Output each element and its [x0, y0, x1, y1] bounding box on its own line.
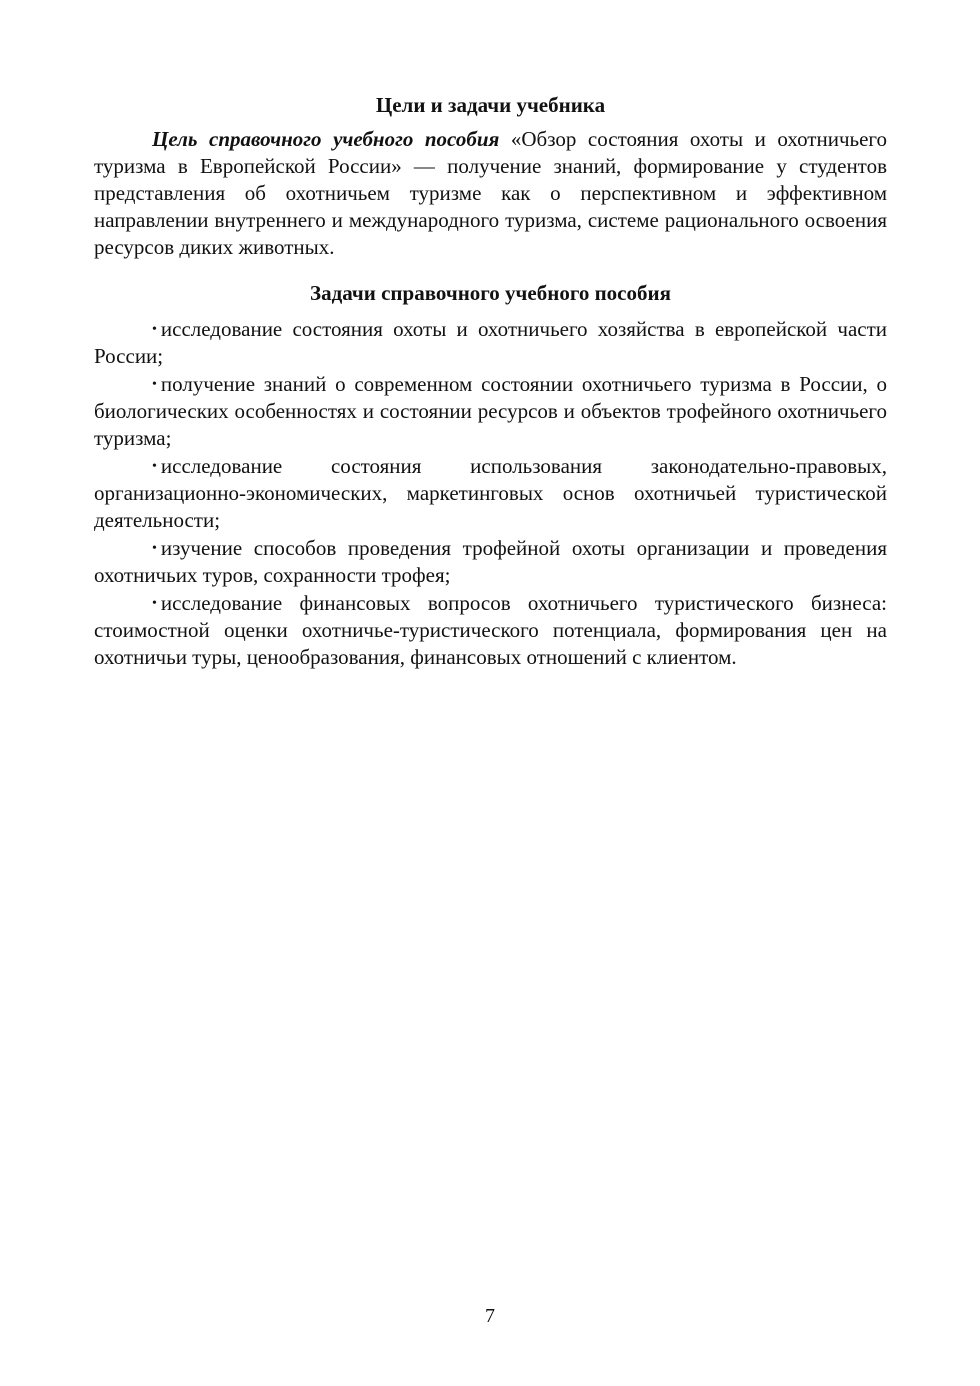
goal-lead: Цель справочного учебного пособия	[152, 127, 500, 151]
task-text: исследование финансовых вопросов охотничьего туристического бизнеса: стоимостной оценки охотничье-туристического потенциала, формирования цен на охотничьи туры, ценообразования, финансовых отношений с клиентом.	[94, 591, 887, 669]
page-number: 7	[485, 1305, 495, 1327]
task-text: изучение способов проведения трофейной охоты организации и проведения охотничьих туров, сохранности трофея;	[94, 536, 887, 587]
tasks-list	[94, 316, 887, 671]
tasks-heading: Задачи справочного учебного пособия	[310, 281, 671, 305]
list-item	[94, 590, 887, 671]
task-text: получение знаний о современном состоянии охотничьего туризма в России, о биологических особенностях и состоянии ресурсов и объектов трофейного охотничьего туризма;	[94, 372, 887, 450]
list-item	[94, 316, 887, 370]
goal-paragraph	[94, 126, 887, 261]
task-text: исследование состояния использования законодательно-правовых, организационно-экономических, маркетинговых основ охотничьей туристической деятельности;	[94, 454, 887, 532]
list-item	[94, 453, 887, 534]
task-text: исследование состояния охоты и охотничьего хозяйства в европейской части России;	[94, 317, 887, 368]
bullet-icon: •	[152, 459, 157, 474]
bullet-icon: •	[152, 596, 157, 611]
page-content	[94, 92, 887, 672]
page-title: Цели и задачи учебника	[375, 93, 606, 117]
list-item	[94, 535, 887, 589]
list-item	[94, 371, 887, 452]
bullet-icon: •	[152, 377, 157, 392]
goal-text: «Обзор состояния охоты и охотничьего туризма в Европейской России» — получение знаний, формирование у студентов представления об охотничьем туризме как о перспективном и эффективном направлении внутреннего и международного туризма, системе рационального освоения ресурсов диких животных.	[94, 127, 887, 259]
bullet-icon: •	[152, 541, 157, 556]
bullet-icon: •	[152, 322, 157, 337]
